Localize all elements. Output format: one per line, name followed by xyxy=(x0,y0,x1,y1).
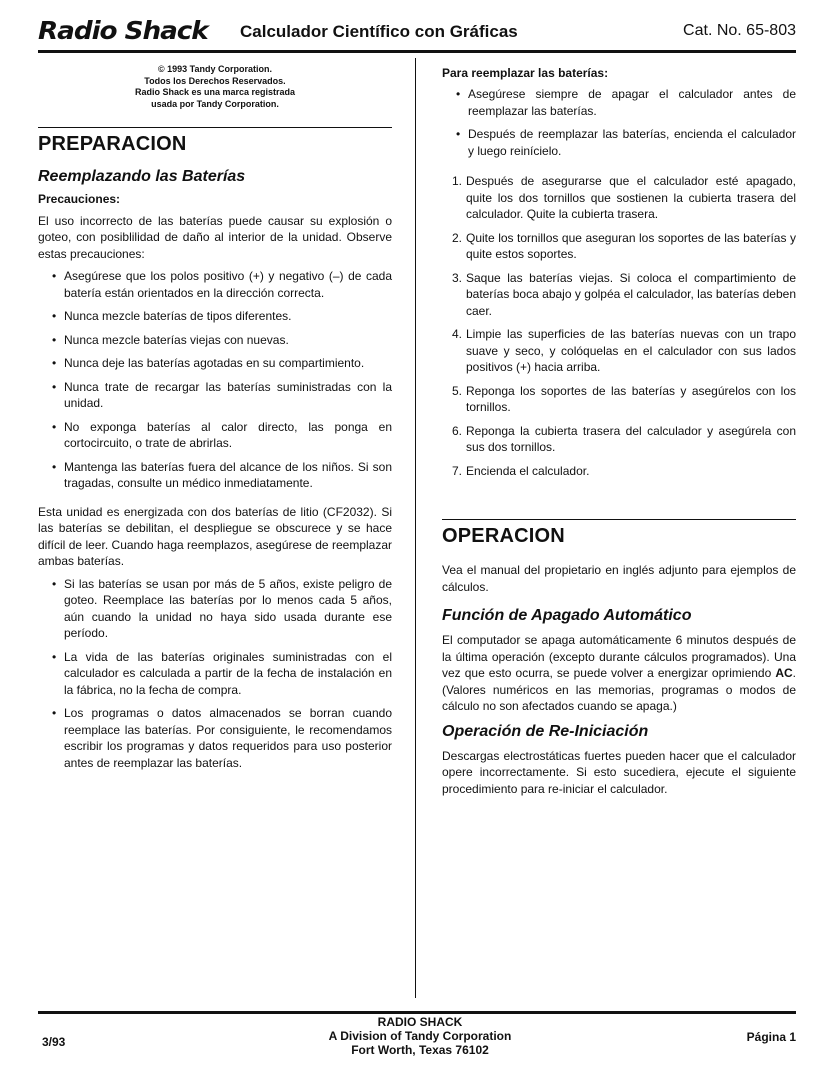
list-item: • Después de reemplazar las baterías, encienda el calculador y luego reinícielo. xyxy=(456,127,796,158)
bullet-icon: • xyxy=(456,127,461,141)
list-item: • Nunca trate de recargar las baterías suministradas con la unidad. xyxy=(52,379,392,411)
header-rule xyxy=(38,50,796,53)
footer-city: Fort Worth, Texas 76102 xyxy=(351,1043,489,1057)
step-number: 6. xyxy=(452,423,463,438)
replace-bullets xyxy=(442,86,796,159)
bullet-icon: • xyxy=(52,576,57,591)
step-number: 2. xyxy=(452,230,463,245)
list-item: • Asegúrese siempre de apagar el calculador antes de reemplazar las baterías. xyxy=(456,87,796,118)
list-item: • Asegúrese que los polos positivo (+) y negativo (–) de cada batería están orientados en la dirección correcta. xyxy=(52,269,392,300)
document-title: Calculador Científico con Gráficas xyxy=(240,22,518,41)
bullet-icon: • xyxy=(52,459,57,474)
copyright-line: usada por Tandy Corporation. xyxy=(151,99,279,110)
step-number: 7. xyxy=(452,463,463,478)
bullet-icon: • xyxy=(52,356,57,371)
bullet-icon: • xyxy=(456,87,461,101)
list-item: • La vida de las baterías originales suministradas con el calculador es calculada a partir de la fecha de instalación en la fábrica, no la fecha de compra. xyxy=(52,649,392,697)
list-item: • Si las baterías se usan por más de 5 años, existe peligro de goteo. Reemplace las baterías por lo menos cada 5 años, aún cuando la unidad no haya sido usada durante ese período. xyxy=(52,576,392,641)
list-item: 7. Encienda el calculador. xyxy=(452,463,590,478)
section-rule xyxy=(38,127,392,128)
precautions-list xyxy=(38,268,392,492)
copyright-line: © 1993 Tandy Corporation. xyxy=(158,64,272,74)
list-item: 1. Después de asegurarse que el calculador esté apagado, quite los dos tornillos que sostienen la cubierta trasera del calculador. Quite la cubierta trasera. xyxy=(452,174,796,221)
bullet-icon: • xyxy=(52,706,57,721)
lithium-paragraph: Esta unidad es energizada con dos baterías de litio (CF2032). Si las baterías se debilitan, el despliegue se obscurece y se hace difícil de leer. Cuando haga reemplazos, asegúrese de reemplazar ambas baterías. xyxy=(38,504,392,569)
bullet-icon: • xyxy=(52,332,57,347)
copyright-line: Todos los Derechos Reservados. xyxy=(144,75,286,86)
reset-paragraph: Descargas electrostáticas fuertes pueden hacer que el calculador opere incorrectamente. Si esto sucediera, ejecute el siguiente procedimiento para re-iniciar el calculador. xyxy=(442,748,796,796)
footer-company: RADIO SHACK xyxy=(377,1015,463,1029)
bullet-icon: • xyxy=(52,309,57,324)
step-number: 1. xyxy=(452,174,463,188)
precautions-heading: Precauciones: xyxy=(38,191,121,206)
catalog-number: Cat. No. 65-803 xyxy=(683,22,796,39)
bullet-icon: • xyxy=(52,269,57,284)
footer-rule xyxy=(38,1011,796,1014)
replace-steps xyxy=(442,173,796,479)
bullet-icon: • xyxy=(52,379,57,394)
list-item: • Los programas o datos almacenados se borran cuando reemplace las baterías. Por consiguiente, le recomendamos escribir los programas y datos requeridos para uso posterior antes de reemplazar las baterías. xyxy=(52,706,392,770)
step-number: 5. xyxy=(452,383,463,398)
list-item: 4. Limpie las superficies de las baterías nuevas con un trapo suave y seco, y colóquelas en el calculador con sus lados positivos (+) hacia arriba. xyxy=(452,327,796,374)
list-item: • Nunca mezcle baterías de tipos diferentes. xyxy=(52,309,292,324)
intro-paragraph: El uso incorrecto de las baterías puede causar su explosión o goteo, con posiblilidad de daño al interior de la unidad. Observe estas precauciones: xyxy=(38,213,392,261)
list-item: 6. Reponga la cubierta trasera del calculador y asegúrela con sus dos tornillos. xyxy=(452,423,796,454)
bullet-icon: • xyxy=(52,649,57,664)
footer-date: 3/93 xyxy=(42,1035,66,1049)
right-column xyxy=(442,66,796,797)
list-item: 2. Quite los tornillos que aseguran los soportes de las baterías y quite estos soportes. xyxy=(452,230,796,261)
list-item: • Mantenga las baterías fuera del alcance de los niños. Si son tragadas, consulte un médico inmediatamente. xyxy=(52,459,392,491)
list-item: • Nunca deje las baterías agotadas en su compartimiento. xyxy=(52,356,365,371)
footer-page-number: Página 1 xyxy=(746,1030,796,1044)
list-item: 5. Reponga los soportes de las baterías y asegúrelos con los tornillos. xyxy=(452,383,796,414)
page-header xyxy=(38,14,796,48)
notes-list xyxy=(38,576,392,772)
operation-paragraph: Vea el manual del propietario en inglés adjunto para ejemplos de cálculos. xyxy=(442,563,796,594)
column-divider xyxy=(415,58,416,998)
ac-key: AC xyxy=(775,666,793,680)
subsection-title-baterias: Reemplazando las Baterías xyxy=(38,167,246,185)
footer-address xyxy=(280,1015,560,1057)
section-title-operacion: OPERACION xyxy=(442,525,565,547)
bullet-icon: • xyxy=(52,419,57,434)
copyright-line: Radio Shack es una marca registrada xyxy=(134,87,296,98)
left-column xyxy=(38,64,392,778)
step-number: 3. xyxy=(452,270,463,285)
footer-division: A Division of Tandy Corporation xyxy=(328,1029,512,1043)
section-title-preparacion: PREPARACION xyxy=(38,132,187,155)
copyright-notice xyxy=(38,64,392,111)
section-rule xyxy=(442,519,796,520)
radio-shack-logo: Radio Shack xyxy=(38,16,208,45)
subsection-title-apagado: Función de Apagado Automático xyxy=(442,607,692,624)
subsection-title-reiniciacion: Operación de Re-Iniciación xyxy=(442,722,649,740)
step-number: 4. xyxy=(452,327,463,341)
list-item: 3. Saque las baterías viejas. Si coloca el compartimiento de baterías boca abajo y golpéa el calculador, las baterías deben caer. xyxy=(452,270,796,318)
list-item: • No exponga baterías al calor directo, las ponga en cortocircuito, o trate de abrirlas. xyxy=(52,419,392,451)
auto-off-paragraph: El computador se apaga automáticamente 6 minutos después de la última operación (excepto durante cálculos programados). Una vez que esto ocurra, se puede volver a energizar oprimiendo AC. (Valores numéricos en las memorias, programas o modos de cálculo no son afectados cuando se apaga.) xyxy=(442,633,796,713)
replace-heading: Para reemplazar las baterías: xyxy=(442,66,609,80)
list-item: • Nunca mezcle baterías viejas con nuevas. xyxy=(52,332,289,347)
